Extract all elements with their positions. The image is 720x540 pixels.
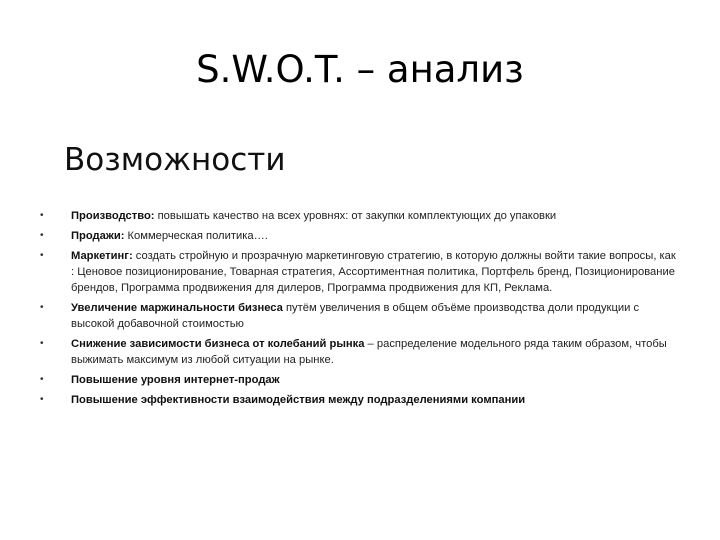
section-heading: Возможности <box>64 142 286 178</box>
bullet-icon: • <box>40 394 44 405</box>
slide-title: S.W.O.T. – анализ <box>196 48 524 91</box>
bullet-lead: Производство: <box>71 210 155 222</box>
bullet-item <box>40 372 680 388</box>
bullet-item <box>40 208 680 224</box>
bullet-item <box>40 392 680 408</box>
bullet-text: повышать качество на всех уровнях: от закупки комплектующих до упаковки <box>154 210 557 222</box>
bullet-icon: • <box>40 302 44 313</box>
bullet-icon: • <box>40 374 44 385</box>
bullet-lead: Продажи: <box>71 230 125 242</box>
bullet-icon: • <box>40 210 44 221</box>
bullet-lead: Увеличение маржинальности бизнеса <box>71 302 283 314</box>
bullet-icon: • <box>40 250 44 261</box>
bullet-icon: • <box>40 230 44 241</box>
bullet-lead: Повышение эффективности взаимодействия между подразделениями компании <box>71 394 526 406</box>
bullet-item <box>40 336 680 368</box>
bullet-lead: Снижение зависимости бизнеса от колебаний рынка <box>71 338 365 350</box>
bullet-lead: Маркетинг: <box>71 250 133 262</box>
bullet-lead: Повышение уровня интернет-продаж <box>71 374 280 386</box>
bullet-text: – распределение модельного ряда таким образом, чтобы выжимать максимум из любой ситуации на рынке. <box>71 338 667 366</box>
bullet-item <box>40 248 680 296</box>
bullet-item <box>40 228 680 244</box>
bullet-text: путём увеличения в общем объёме производства доли продукции с высокой добавочной стоимостью <box>71 302 640 330</box>
bullet-text: Коммерческая политика…. <box>124 230 268 242</box>
bullet-icon: • <box>40 338 44 349</box>
bullet-item <box>40 300 680 332</box>
bullet-text: создать стройную и прозрачную маркетинговую стратегию, в которую должны войти такие вопросы, как : Ценовое позиционирование, Товарная стратегия, Ассортиментная политика, Портфель бренд, Позиционирование брендов, Программа продвижения для дилеров, Программа продвижения для КП, Реклама. <box>71 250 676 294</box>
bullet-list <box>40 208 680 412</box>
